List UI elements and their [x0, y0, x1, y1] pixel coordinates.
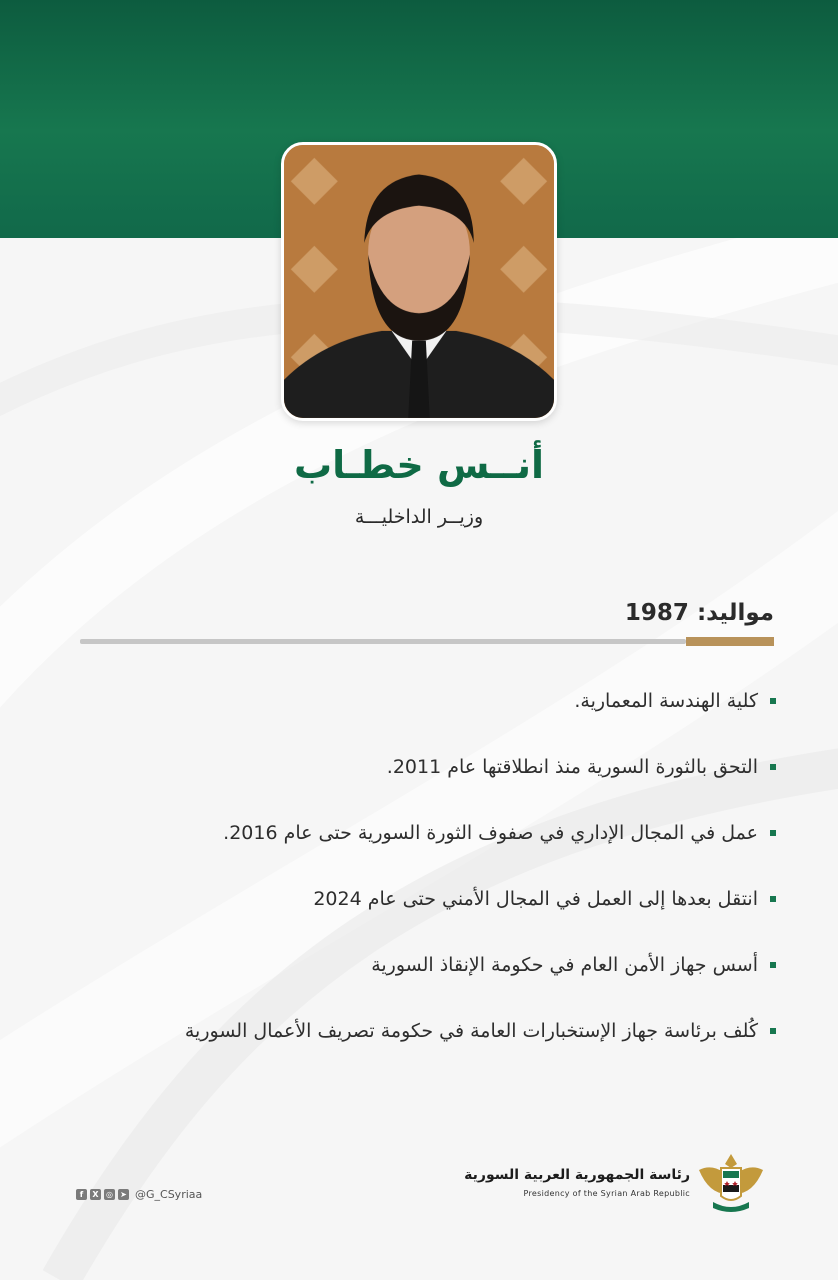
bullet-icon — [770, 698, 776, 704]
fact-text: أسس جهاز الأمن العام في حكومة الإنقاذ السورية — [371, 954, 758, 976]
section-divider — [80, 639, 686, 644]
fact-text: كُلف برئاسة جهاز الإستخبارات العامة في حكومة تصريف الأعمال السورية — [184, 1020, 758, 1042]
fact-item — [76, 866, 776, 932]
facebook-icon[interactable]: f — [76, 1189, 87, 1200]
person-name: أنــس خطـاب — [293, 443, 545, 487]
fact-item — [76, 734, 776, 800]
fact-item — [76, 668, 776, 734]
portrait-photo — [281, 142, 557, 421]
bullet-icon — [770, 1028, 776, 1034]
x-icon[interactable]: X — [90, 1189, 101, 1200]
presidency-wordmark — [464, 1167, 690, 1198]
fact-text: التحق بالثورة السورية منذ انطلاقتها عام 2011. — [386, 756, 758, 778]
social-links — [76, 1188, 202, 1201]
presidency-title-en: Presidency of the Syrian Arab Republic — [523, 1189, 690, 1198]
bullet-icon — [770, 896, 776, 902]
eagle-emblem-icon — [697, 1150, 765, 1216]
fact-item — [76, 800, 776, 866]
fact-text: كلية الهندسة المعمارية. — [574, 690, 758, 712]
bullet-icon — [770, 962, 776, 968]
social-handle: @G_CSyriaa — [135, 1188, 203, 1201]
section-divider-accent — [686, 637, 774, 646]
fact-item — [76, 998, 776, 1064]
fact-item — [76, 932, 776, 998]
person-role: وزيــر الداخليـــة — [354, 506, 484, 528]
fact-text: عمل في المجال الإداري في صفوف الثورة السورية حتى عام 2016. — [223, 822, 758, 844]
presidency-title-ar: رئاسة الجمهورية العربية السورية — [464, 1167, 690, 1183]
telegram-icon[interactable]: ➤ — [118, 1189, 129, 1200]
bullet-icon — [770, 764, 776, 770]
birth-year-label: مواليد: 1987 — [624, 600, 774, 626]
facts-list — [76, 668, 776, 1064]
instagram-icon[interactable]: ◎ — [104, 1189, 115, 1200]
fact-text: انتقل بعدها إلى العمل في المجال الأمني حتى عام 2024 — [313, 888, 758, 910]
bullet-icon — [770, 830, 776, 836]
